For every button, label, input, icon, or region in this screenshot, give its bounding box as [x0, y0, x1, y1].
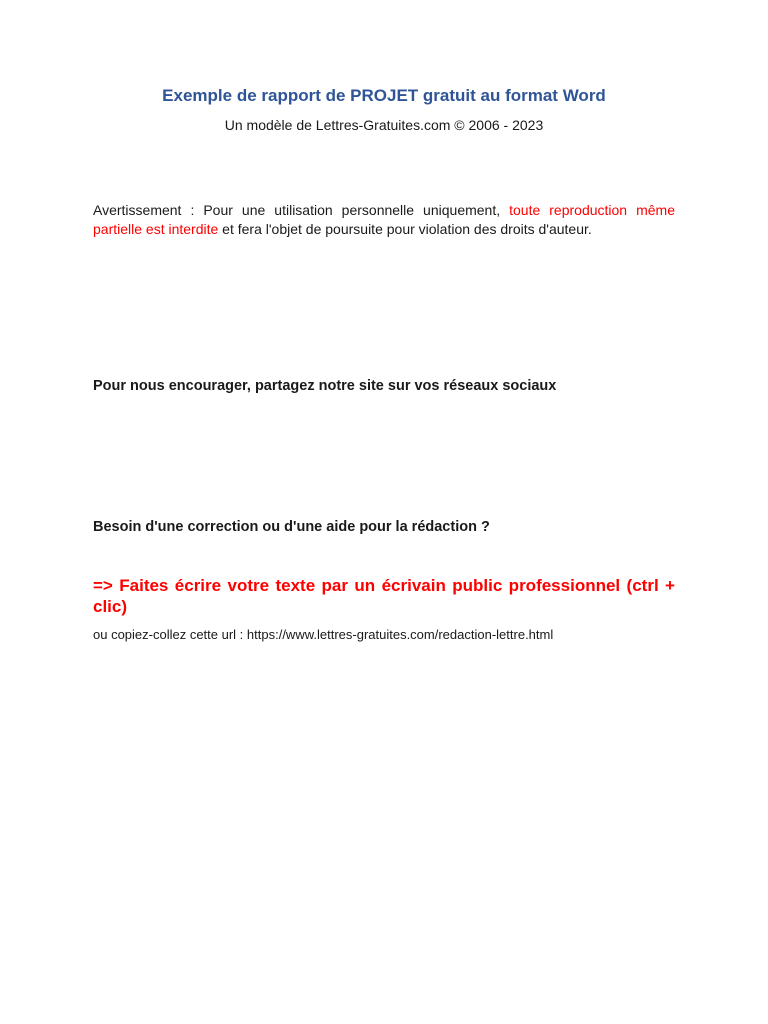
document-subtitle: Un modèle de Lettres-Gratuites.com © 2006 - 2023 [224, 117, 544, 133]
share-encouragement: Pour nous encourager, partagez notre site sur vos réseaux sociaux [93, 378, 557, 394]
warning-text-end: et fera l'objet de poursuite pour violation des droits d'auteur. [218, 221, 592, 237]
copyright-warning [93, 201, 675, 239]
warning-text-start: Avertissement : Pour une utilisation personnelle uniquement, [93, 202, 510, 218]
help-question: Besoin d'une correction ou d'une aide pour la rédaction ? [93, 519, 490, 535]
warning-highlight: toute reproduction même partielle est interdite [93, 202, 676, 237]
redaction-url-text: ou copiez-collez cette url : https://www.lettres-gratuites.com/redaction-lettre.html [93, 627, 554, 642]
document-title: Exemple de rapport de PROJET gratuit au format Word [162, 86, 606, 105]
writer-service-link[interactable]: => Faites écrire votre texte par un écrivain public professionnel (ctrl + clic) [93, 576, 675, 616]
